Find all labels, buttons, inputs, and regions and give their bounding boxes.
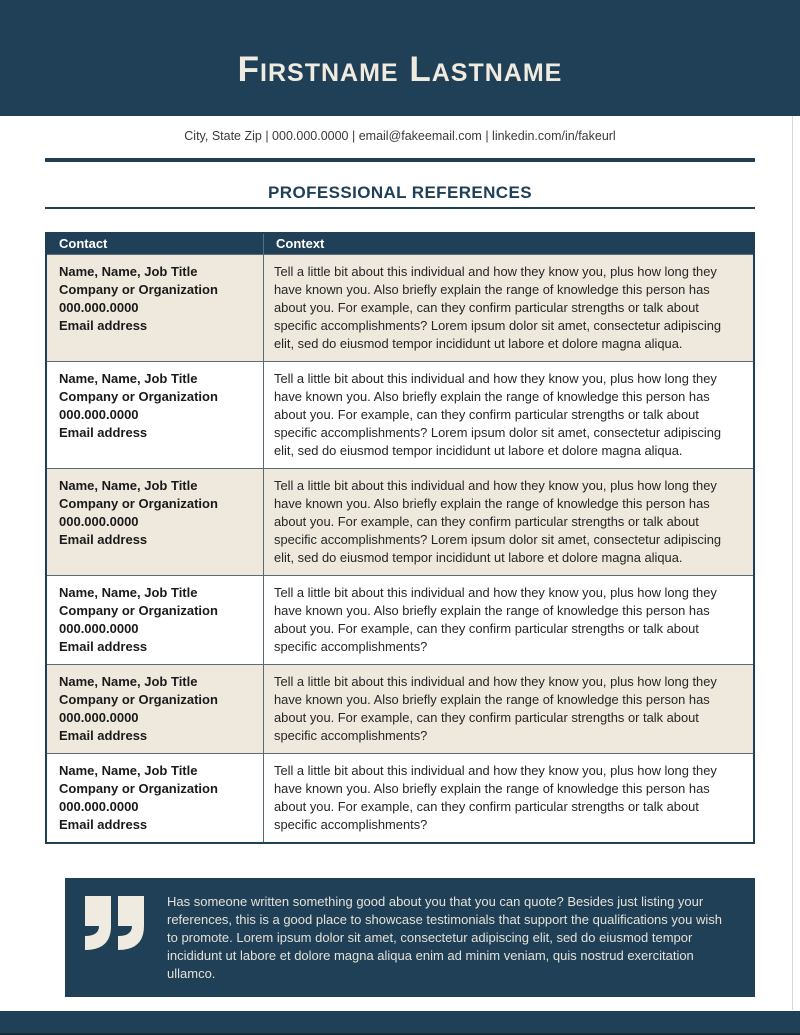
table-row [47,254,753,361]
quote-text: Has someone written something good about you that you can quote? Besides just listing your references, this is a good place to showcase testimonials that support the qualifications you wish to promote. Lorem ipsum dolor sit amet, consectetur adipiscing elit, sed do eiusmod tempor incididunt ut labore et dolore magna aliqua enim ad minim veniam, quis nostrud exercitation ullamco. [167,894,722,981]
contact-email: Email address [59,425,148,440]
context-cell: Tell a little bit about this individual and how they know you, plus how long they have known you. Also briefly explain the range of knowledge this person has about you. For example, can they confirm particular strengths or talk about specific accomplishments? [274,674,717,743]
contact-phone: 000.000.0000 [59,300,139,315]
contact-email: Email address [59,817,148,832]
contact-email: Email address [59,728,148,743]
contact-phone: 000.000.0000 [59,710,139,725]
contact-cell [47,362,264,468]
contact-company: Company or Organization [59,692,218,707]
open-double-quote-icon [85,896,145,983]
context-cell: Tell a little bit about this individual and how they know you, plus how long they have known you. Also briefly explain the range of knowledge this person has about you. For example, can they confirm particular strengths or talk about specific accomplishments? Lorem ipsum dolor sit amet, consectetur adipiscing elit, sed do eiusmod tempor incididunt ut labore et dolore magna aliqua. [274,264,722,351]
table-header-row [47,234,753,254]
table-row [47,664,753,753]
contact-name: Name, Name, Job Title [59,371,198,386]
references-table [45,232,755,844]
contact-phone: 000.000.0000 [59,407,139,422]
context-cell: Tell a little bit about this individual and how they know you, plus how long they have known you. Also briefly explain the range of knowledge this person has about you. For example, can they confirm particular strengths or talk about specific accomplishments? Lorem ipsum dolor sit amet, consectetur adipiscing elit, sed do eiusmod tempor incididunt ut labore et dolore magna aliqua. [274,371,722,458]
contact-cell [47,255,264,361]
page-edge-line [792,116,793,1010]
contact-name: Name, Name, Job Title [59,478,198,493]
contact-cell [47,469,264,575]
contact-phone: 000.000.0000 [59,799,139,814]
context-cell: Tell a little bit about this individual and how they know you, plus how long they have known you. Also briefly explain the range of knowledge this person has about you. For example, can they confirm particular strengths or talk about specific accomplishments? Lorem ipsum dolor sit amet, consectetur adipiscing elit, sed do eiusmod tempor incididunt ut labore et dolore magna aliqua. [274,478,722,565]
header-band [0,0,800,116]
footer-band [0,1011,800,1035]
column-header-context: Context [276,236,325,251]
contact-info-line: City, State Zip | 000.000.0000 | email@fakeemail.com | linkedin.com/in/fakeurl [184,129,616,143]
contact-company: Company or Organization [59,389,218,404]
contact-name: Name, Name, Job Title [59,264,198,279]
context-cell: Tell a little bit about this individual and how they know you, plus how long they have known you. Also briefly explain the range of knowledge this person has about you. For example, can they confirm particular strengths or talk about specific accomplishments? [274,585,717,654]
table-row [47,361,753,468]
contact-name: Name, Name, Job Title [59,674,198,689]
person-name: Firstname Lastname [237,50,563,89]
contact-cell [47,754,264,842]
section-heading: PROFESSIONAL REFERENCES [268,183,532,202]
testimonial-quote-box [65,878,755,997]
contact-cell [47,576,264,664]
column-header-contact: Contact [47,234,264,254]
contact-name: Name, Name, Job Title [59,585,198,600]
contact-cell [47,665,264,753]
table-row [47,753,753,842]
table-row [47,575,753,664]
context-cell: Tell a little bit about this individual and how they know you, plus how long they have known you. Also briefly explain the range of knowledge this person has about you. For example, can they confirm particular strengths or talk about specific accomplishments? [274,763,717,832]
contact-company: Company or Organization [59,496,218,511]
contact-email: Email address [59,532,148,547]
contact-phone: 000.000.0000 [59,514,139,529]
contact-email: Email address [59,318,148,333]
contact-phone: 000.000.0000 [59,621,139,636]
contact-company: Company or Organization [59,282,218,297]
contact-company: Company or Organization [59,603,218,618]
contact-email: Email address [59,639,148,654]
divider-thin [45,207,755,209]
divider-thick [45,158,755,162]
contact-company: Company or Organization [59,781,218,796]
contact-name: Name, Name, Job Title [59,763,198,778]
table-row [47,468,753,575]
